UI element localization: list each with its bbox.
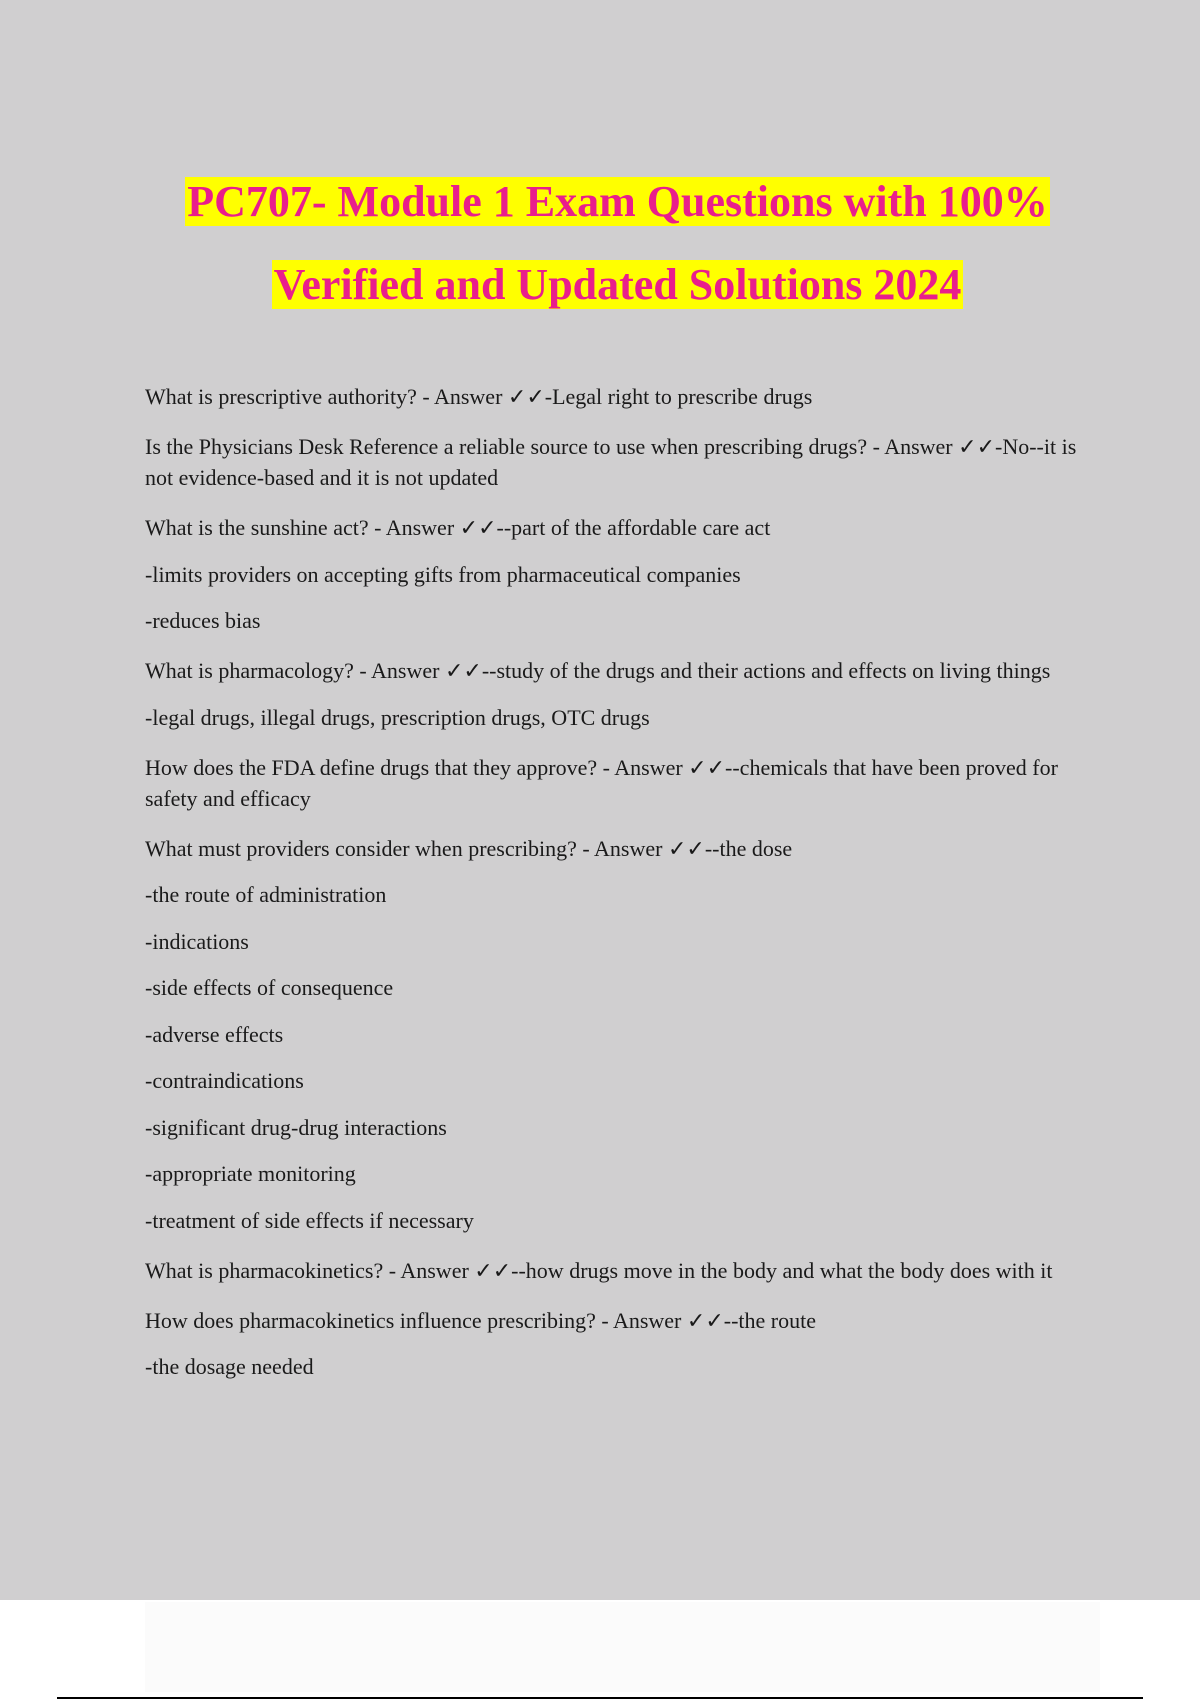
answer-line: -the route of administration [145, 882, 387, 907]
document-title [0, 160, 1200, 326]
answer-line: -appropriate monitoring [145, 1161, 356, 1186]
answer-line: -the dosage needed [145, 1354, 314, 1379]
answer-line: -limits providers on accepting gifts from pharmaceutical companies [145, 561, 741, 587]
question-prescriptive-authority: What is prescriptive authority? - Answer ✓✓-Legal right to prescribe drugs [145, 384, 813, 409]
answer-line: -legal drugs, illegal drugs, prescription drugs, OTC drugs [145, 704, 650, 730]
answer-line: -reduces bias [145, 608, 261, 633]
page-footer-area [145, 1602, 1100, 1692]
question-pharmacology: What is pharmacology? - Answer ✓✓--study of the drugs and their actions and effects on living things [145, 658, 1051, 683]
question-physicians-desk-reference: Is the Physicians Desk Reference a reliable source to use when prescribing drugs? - Answer ✓✓-No--it is not evidence-based and it is not updated [145, 434, 1077, 490]
footer-divider [57, 1697, 1143, 1699]
answer-line: -side effects of consequence [145, 975, 394, 1000]
question-sunshine-act: What is the sunshine act? - Answer ✓✓--part of the affordable care act [145, 515, 771, 540]
question-pharmacokinetics-influence: How does pharmacokinetics influence prescribing? - Answer ✓✓--the route [145, 1307, 816, 1333]
question-fda-define-drugs: How does the FDA define drugs that they approve? - Answer ✓✓--chemicals that have been proved for safety and efficacy [145, 754, 1058, 811]
answer-line: -contraindications [145, 1068, 304, 1093]
document-body [145, 381, 1090, 1398]
answer-line: -indications [145, 928, 249, 954]
title-line-1: PC707- Module 1 Exam Questions with 100% [187, 177, 1048, 226]
title-line-2: Verified and Updated Solutions 2024 [273, 260, 962, 309]
answer-line: -significant drug-drug interactions [145, 1114, 447, 1140]
question-providers-consider: What must providers consider when prescribing? - Answer ✓✓--the dose [145, 835, 793, 861]
question-pharmacokinetics: What is pharmacokinetics? - Answer ✓✓--how drugs move in the body and what the body does with it [145, 1257, 1053, 1283]
answer-line: -treatment of side effects if necessary [145, 1207, 474, 1233]
answer-line: -adverse effects [145, 1021, 284, 1047]
